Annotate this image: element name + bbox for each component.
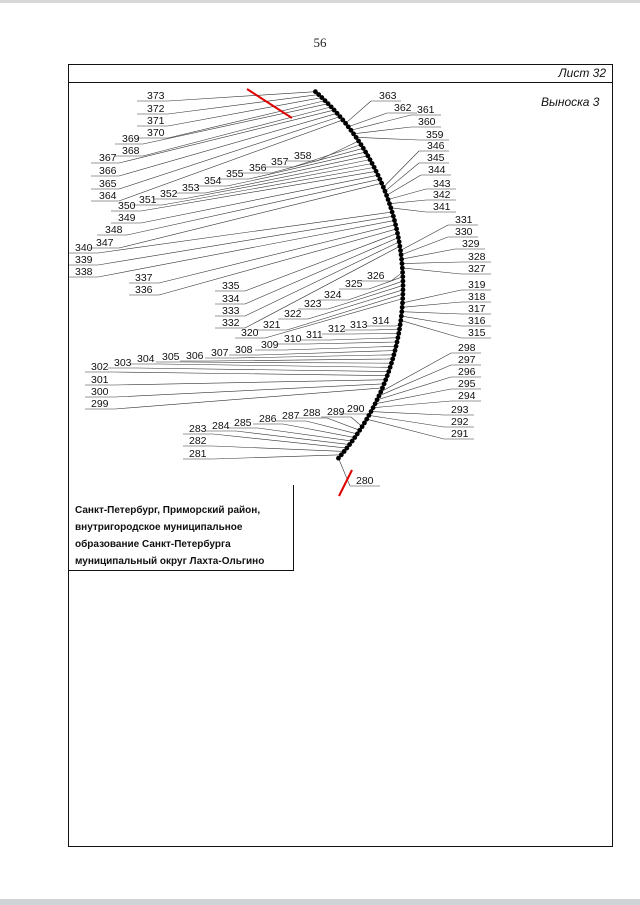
- boundary-point: [398, 318, 403, 323]
- leader-line: [213, 446, 344, 451]
- point-label: 349: [118, 212, 136, 224]
- leader-line: [115, 384, 384, 397]
- point-label: 323: [304, 298, 322, 310]
- boundary-point: [400, 305, 405, 310]
- point-label: 302: [91, 361, 109, 373]
- leader-line: [338, 458, 350, 486]
- point-label: 357: [271, 156, 289, 168]
- point-label: 344: [428, 164, 446, 176]
- point-label: 310: [284, 333, 302, 345]
- leader-line: [138, 368, 389, 372]
- boundary-point: [401, 283, 406, 288]
- point-label: 284: [212, 420, 230, 432]
- scan-top-edge: [0, 0, 640, 3]
- leader-line: [375, 389, 451, 404]
- point-label: 328: [468, 251, 486, 263]
- boundary-point: [393, 348, 398, 353]
- point-label: 301: [91, 374, 109, 386]
- point-label: 294: [458, 390, 476, 402]
- boundary-point: [397, 239, 402, 244]
- boundary-point: [396, 235, 401, 240]
- point-label: 372: [147, 103, 165, 115]
- boundary-point: [396, 335, 401, 340]
- leader-line: [383, 151, 419, 187]
- boundary-point: [400, 270, 405, 275]
- point-label: 326: [367, 270, 385, 282]
- point-label: 363: [379, 90, 397, 102]
- sheet-label: Лист 32: [558, 66, 606, 80]
- territory-line: Санкт-Петербург, Приморский район,: [75, 505, 261, 516]
- leader-line: [388, 189, 426, 200]
- leader-line: [385, 163, 419, 191]
- point-label: 341: [433, 201, 451, 213]
- point-label: 300: [91, 386, 109, 398]
- point-label: 367: [99, 152, 117, 164]
- point-label: 365: [99, 178, 117, 190]
- point-label: 320: [241, 327, 259, 339]
- boundary-drawing: [69, 65, 614, 848]
- boundary-point: [400, 261, 405, 266]
- point-label: 299: [91, 398, 109, 410]
- point-label: 322: [284, 308, 302, 320]
- territory-line: муниципальный округ Лахта-Ольгино: [75, 556, 265, 567]
- point-label: 355: [226, 168, 244, 180]
- leader-line: [401, 237, 448, 255]
- leader-line: [98, 220, 394, 277]
- territory-line: образование Санкт-Петербурга: [75, 539, 231, 550]
- point-label: 293: [451, 404, 469, 416]
- boundary-point: [397, 244, 402, 249]
- boundary-point: [389, 361, 394, 366]
- scan-bottom-edge: [0, 899, 640, 905]
- leader-line: [402, 302, 461, 307]
- leader-line: [352, 333, 399, 334]
- point-label: 331: [455, 214, 473, 226]
- point-label: 327: [468, 263, 486, 275]
- point-label: 308: [235, 344, 253, 356]
- leader-line: [402, 268, 461, 274]
- leader-line: [308, 342, 397, 344]
- page-number: 56: [313, 35, 327, 50]
- boundary-point: [401, 287, 406, 292]
- point-label: 330: [455, 226, 473, 238]
- point-label: 290: [347, 403, 365, 415]
- leader-line: [367, 419, 444, 439]
- boundary-point: [401, 279, 406, 284]
- point-label: 361: [417, 104, 435, 116]
- boundary-point: [383, 377, 388, 382]
- point-label: 285: [234, 417, 252, 429]
- point-label: 303: [114, 357, 132, 369]
- leader-line: [259, 351, 395, 355]
- boundary-point: [399, 309, 404, 314]
- boundary-point: [395, 231, 400, 236]
- boundary-point: [388, 205, 393, 210]
- point-label: 347: [96, 237, 114, 249]
- point-label: 288: [303, 407, 321, 419]
- point-label: 311: [306, 329, 323, 341]
- leader-line: [327, 418, 360, 430]
- point-label: 368: [122, 145, 140, 157]
- point-label: 366: [99, 165, 117, 177]
- leader-line: [161, 364, 390, 367]
- point-label: 306: [186, 350, 204, 362]
- boundary-point: [393, 222, 398, 227]
- point-label: 334: [222, 293, 240, 305]
- point-label: 350: [118, 200, 136, 212]
- leader-line: [401, 320, 461, 338]
- point-label: 362: [394, 102, 412, 114]
- leader-line: [402, 249, 455, 259]
- leader-line: [115, 380, 386, 385]
- boundary-point: [397, 327, 402, 332]
- leader-line: [401, 316, 461, 326]
- point-label: 314: [372, 315, 390, 327]
- point-label: 346: [427, 140, 445, 152]
- point-label: 325: [345, 278, 363, 290]
- point-label: 337: [135, 272, 153, 284]
- boundary-point: [391, 352, 396, 357]
- boundary-point: [386, 369, 391, 374]
- point-label: 369: [122, 133, 140, 145]
- point-label: 283: [189, 423, 207, 435]
- point-label: 364: [99, 190, 117, 202]
- leader-line: [389, 200, 426, 204]
- point-label: 352: [160, 188, 178, 200]
- point-label: 321: [263, 319, 281, 331]
- point-label: 315: [468, 327, 486, 339]
- point-label: 342: [433, 189, 451, 201]
- point-label: 371: [147, 115, 165, 127]
- boundary-point: [391, 214, 396, 219]
- boundary-point: [399, 257, 404, 262]
- point-label: 289: [327, 406, 345, 418]
- leader-line: [119, 183, 382, 248]
- point-label: 309: [261, 339, 279, 351]
- boundary-point: [399, 252, 404, 257]
- leader-line: [98, 216, 393, 265]
- point-label: 286: [259, 413, 277, 425]
- leader-line: [348, 113, 387, 127]
- point-label: 336: [135, 284, 153, 296]
- leader-line: [356, 137, 419, 140]
- point-label: 307: [211, 347, 229, 359]
- boundary-point: [386, 197, 391, 202]
- point-label: 358: [294, 150, 312, 162]
- boundary-point: [400, 301, 405, 306]
- callout-label: Выноска 3: [541, 95, 600, 109]
- point-label: 295: [458, 378, 476, 390]
- boundary-point: [398, 248, 403, 253]
- boundary-point: [390, 210, 395, 215]
- boundary-segment-south: [339, 470, 352, 496]
- boundary-point: [398, 322, 403, 327]
- boundary-point: [388, 365, 393, 370]
- boundary-point: [392, 218, 397, 223]
- point-label: 338: [75, 266, 93, 278]
- leader-line: [354, 127, 411, 134]
- leader-line: [245, 233, 398, 291]
- point-label: 335: [222, 280, 240, 292]
- point-label: 291: [451, 428, 469, 440]
- boundary-point: [387, 201, 392, 206]
- boundary-point: [390, 357, 395, 362]
- boundary-point: [394, 227, 399, 232]
- leader-line: [98, 212, 392, 253]
- leader-line: [387, 175, 421, 195]
- leader-line: [402, 262, 461, 264]
- point-label: 282: [189, 435, 207, 447]
- point-label: 343: [433, 178, 451, 190]
- point-label: 324: [324, 289, 342, 301]
- point-label: 305: [162, 351, 180, 363]
- point-label: 313: [350, 319, 368, 331]
- point-label: 317: [468, 303, 486, 315]
- leader-line: [371, 412, 444, 415]
- boundary-point: [395, 340, 400, 345]
- boundary-point: [399, 314, 404, 319]
- point-label: 360: [418, 116, 436, 128]
- territory-label: [75, 502, 264, 570]
- boundary-point: [400, 292, 405, 297]
- point-label: 297: [458, 354, 476, 366]
- point-label: 280: [356, 475, 374, 487]
- boundary-point: [400, 266, 405, 271]
- map-sheet-frame: [68, 64, 613, 847]
- leader-line: [374, 329, 399, 330]
- leader-line: [306, 421, 357, 434]
- point-label: 340: [75, 242, 93, 254]
- point-label: 354: [204, 175, 222, 187]
- boundary-point: [400, 274, 405, 279]
- boundary-point: [384, 193, 389, 198]
- leader-line: [402, 312, 461, 314]
- point-label: 373: [147, 90, 165, 102]
- point-label: 345: [427, 152, 445, 164]
- boundary-point: [394, 344, 399, 349]
- leader-line: [369, 415, 444, 427]
- point-label: 298: [458, 342, 476, 354]
- leader-line: [210, 359, 393, 361]
- point-label: 351: [139, 194, 157, 206]
- boundary-point: [396, 331, 401, 336]
- point-label: 296: [458, 366, 476, 378]
- leader-line: [285, 346, 396, 350]
- leader-line: [168, 95, 319, 114]
- point-label: 339: [75, 254, 93, 266]
- point-label: 318: [468, 291, 486, 303]
- point-label: 281: [189, 448, 207, 460]
- leader-line: [213, 455, 341, 459]
- leader-line: [168, 101, 325, 138]
- territory-line: внутригородское муниципальное: [75, 522, 243, 533]
- point-label: 359: [426, 129, 444, 141]
- leader-line: [402, 290, 461, 303]
- boundary-point: [313, 89, 318, 94]
- leader-line: [115, 372, 387, 376]
- point-label: 312: [328, 323, 346, 335]
- point-label: 353: [182, 182, 200, 194]
- point-label: 316: [468, 315, 486, 327]
- point-label: 287: [282, 410, 300, 422]
- point-label: 370: [147, 127, 165, 139]
- leader-line: [330, 338, 398, 340]
- leader-line: [186, 362, 391, 363]
- leader-line: [143, 107, 331, 156]
- leader-line: [168, 92, 315, 101]
- point-label: 348: [105, 224, 123, 236]
- point-label: 329: [462, 238, 480, 250]
- boundary-point: [385, 373, 390, 378]
- leader-line: [401, 225, 448, 251]
- point-label: 304: [137, 353, 155, 365]
- point-label: 332: [222, 317, 240, 329]
- point-label: 292: [451, 416, 469, 428]
- point-label: 319: [468, 279, 486, 291]
- point-label: 356: [249, 162, 267, 174]
- point-label: 333: [222, 305, 240, 317]
- leader-line: [391, 208, 426, 212]
- boundary-point: [400, 296, 405, 301]
